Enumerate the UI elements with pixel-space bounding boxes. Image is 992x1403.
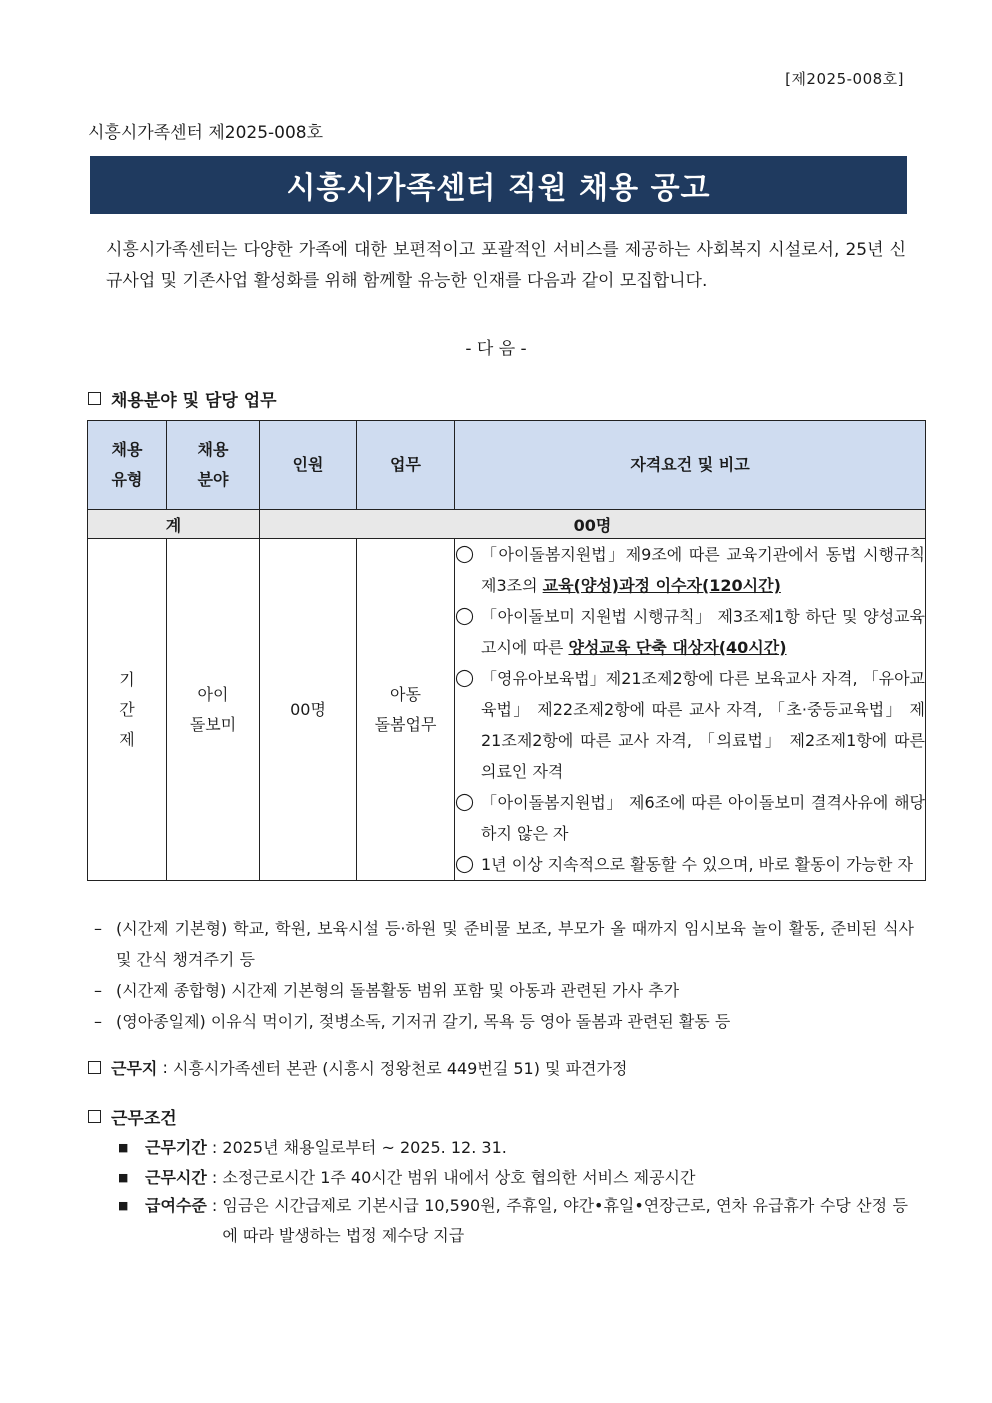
requirement-item <box>455 601 925 663</box>
condition-item: ■ 근무시간 : 소정근로시간 1주 40시간 범위 내에서 상호 협의한 서비스 제공시간 <box>118 1163 908 1193</box>
requirement-part: 「영유아보육법」제21조제2항에 다른 보육교사 자격, 「유아교육법」 제22조제2항에 따른 교사 자격, 「초·중등교육법」 제21조제2항에 따른 교사 자격, 「의료법」 제2조제1항에 따른 의료인 자격 <box>481 669 926 781</box>
requirement-text <box>481 663 925 787</box>
conditions-heading <box>88 1104 177 1129</box>
table-header-row <box>88 421 926 510</box>
circle-bullet-icon: ◯ <box>455 544 475 564</box>
circle-bullet-icon: ◯ <box>455 606 475 626</box>
bullet-square-icon: ■ <box>118 1171 129 1184</box>
workplace-separator: : <box>157 1058 173 1077</box>
requirement-text <box>481 539 925 601</box>
condition-label: 근무시간 <box>145 1168 207 1187</box>
recruit-table <box>87 420 926 881</box>
requirement-text <box>481 787 925 849</box>
requirement-emphasis: 양성교육 단축 대상자(40시간) <box>568 638 787 657</box>
section-recruit-heading <box>88 386 277 411</box>
note-item <box>94 975 914 1006</box>
cell-duty: 아동 돌봄업무 <box>357 539 455 881</box>
title-banner <box>90 156 907 214</box>
requirement-part: 「아이돌봄지원법」 제6조에 따른 아이돌보미 결격사유에 해당하지 않은 자 <box>481 793 925 843</box>
dash-icon: – <box>94 981 102 1000</box>
condition-value: 2025년 채용일로부터 ~ 2025. 12. 31. <box>222 1138 507 1157</box>
workplace-section <box>88 1056 627 1079</box>
header-type: 채용 유형 <box>88 421 167 510</box>
conditions-title: 근무조건 <box>111 1109 177 1129</box>
note-text: (시간제 기본형) 학교, 학원, 보육시설 등·하원 및 준비물 보조, 부모가 올 때까지 임시보육 놀이 활동, 준비된 식사 및 간식 챙겨주기 등 <box>116 919 914 969</box>
total-value: 00명 <box>260 510 926 539</box>
dash-icon: – <box>94 919 102 938</box>
dagum-divider: - 다 음 - <box>465 339 527 359</box>
requirement-part: 「아이돌봄지원법」제9조에 따른 교육기관에서 동법 시행규칙 제3조의 <box>481 545 925 595</box>
dash-icon: – <box>94 1012 102 1031</box>
requirement-part: 「아이돌보미 지원법 시행규칙」 제3조제1항 하단 및 양성교육 고시에 따른 <box>481 607 925 657</box>
condition-label: 급여수준 <box>145 1196 207 1215</box>
center-document-number: 시흥시가족센터 제2025-008호 <box>88 123 324 143</box>
checkbox-square-icon <box>88 1110 101 1123</box>
header-requirements: 자격요건 및 비고 <box>455 421 926 510</box>
requirement-part: 1년 이상 지속적으로 활동할 수 있으며, 바로 활동이 가능한 자 <box>481 855 913 874</box>
note-item <box>94 1006 914 1037</box>
note-text: (시간제 종합형) 시간제 기본형의 돌봄활동 범위 포함 및 아동과 관련된 가사 추가 <box>116 981 680 1000</box>
checkbox-square-icon <box>88 1061 101 1074</box>
intro-paragraph: 시흥시가족센터는 다양한 가족에 대한 보편적이고 포괄적인 서비스를 제공하는 사회복지 시설로서, 25년 신규사업 및 기존사업 활성화를 위해 함께할 유능한 인재를 다음과 같이 모집합니다. <box>106 240 906 291</box>
cell-field: 아이 돌보미 <box>167 539 260 881</box>
requirement-item <box>455 787 925 849</box>
document-number: [제2025-008호] <box>785 70 904 88</box>
requirement-text <box>481 849 925 880</box>
header-count: 인원 <box>260 421 357 510</box>
circle-bullet-icon: ◯ <box>455 668 475 688</box>
workplace-label: 근무지 <box>111 1059 158 1078</box>
total-label: 계 <box>88 510 260 539</box>
note-text: (영아종일제) 이유식 먹이기, 젖병소독, 기저귀 갈기, 목욕 등 영아 돌봄과 관련된 활동 등 <box>116 1012 731 1031</box>
requirement-text <box>481 601 925 663</box>
condition-item: ■ 급여수준 : 임금은 시간급제로 기본시급 10,590원, 주휴일, 야간•휴일•연장근로, 연차 유급휴가 수당 산정 등에 따라 발생하는 법정 제수당 지급 <box>118 1191 908 1251</box>
requirement-item <box>455 849 925 880</box>
cell-requirements <box>455 539 926 881</box>
duty-notes <box>94 913 914 1037</box>
checkbox-square-icon <box>88 392 101 405</box>
section-recruit-title: 채용분야 및 담당 업무 <box>111 391 277 411</box>
condition-label: 근무기간 <box>145 1138 207 1157</box>
header-field: 채용 분야 <box>167 421 260 510</box>
bullet-square-icon: ■ <box>118 1141 129 1154</box>
requirement-emphasis: 교육(양성)과정 이수자(120시간) <box>542 576 781 595</box>
circle-bullet-icon: ◯ <box>455 792 475 812</box>
cell-type: 기 간 제 <box>88 539 167 881</box>
note-item <box>94 913 914 975</box>
condition-value: 소정근로시간 1주 40시간 범위 내에서 상호 협의한 서비스 제공시간 <box>222 1168 696 1187</box>
page-title: 시흥시가족센터 직원 채용 공고 <box>286 171 711 206</box>
header-duty: 업무 <box>357 421 455 510</box>
circle-bullet-icon: ◯ <box>455 854 475 874</box>
condition-value: 임금은 시간급제로 기본시급 10,590원, 주휴일, 야간•휴일•연장근로, 연차 유급휴가 수당 산정 등에 따라 발생하는 법정 제수당 지급 <box>222 1196 908 1245</box>
bullet-square-icon: ■ <box>118 1199 129 1212</box>
cell-count: 00명 <box>260 539 357 881</box>
condition-item: ■ 근무기간 : 2025년 채용일로부터 ~ 2025. 12. 31. <box>118 1133 908 1163</box>
table-row <box>88 539 926 881</box>
requirement-item <box>455 539 925 601</box>
workplace-value: 시흥시가족센터 본관 (시흥시 정왕천로 449번길 51) 및 파견가정 <box>172 1059 628 1078</box>
requirement-item <box>455 663 925 787</box>
table-total-row <box>88 510 926 539</box>
